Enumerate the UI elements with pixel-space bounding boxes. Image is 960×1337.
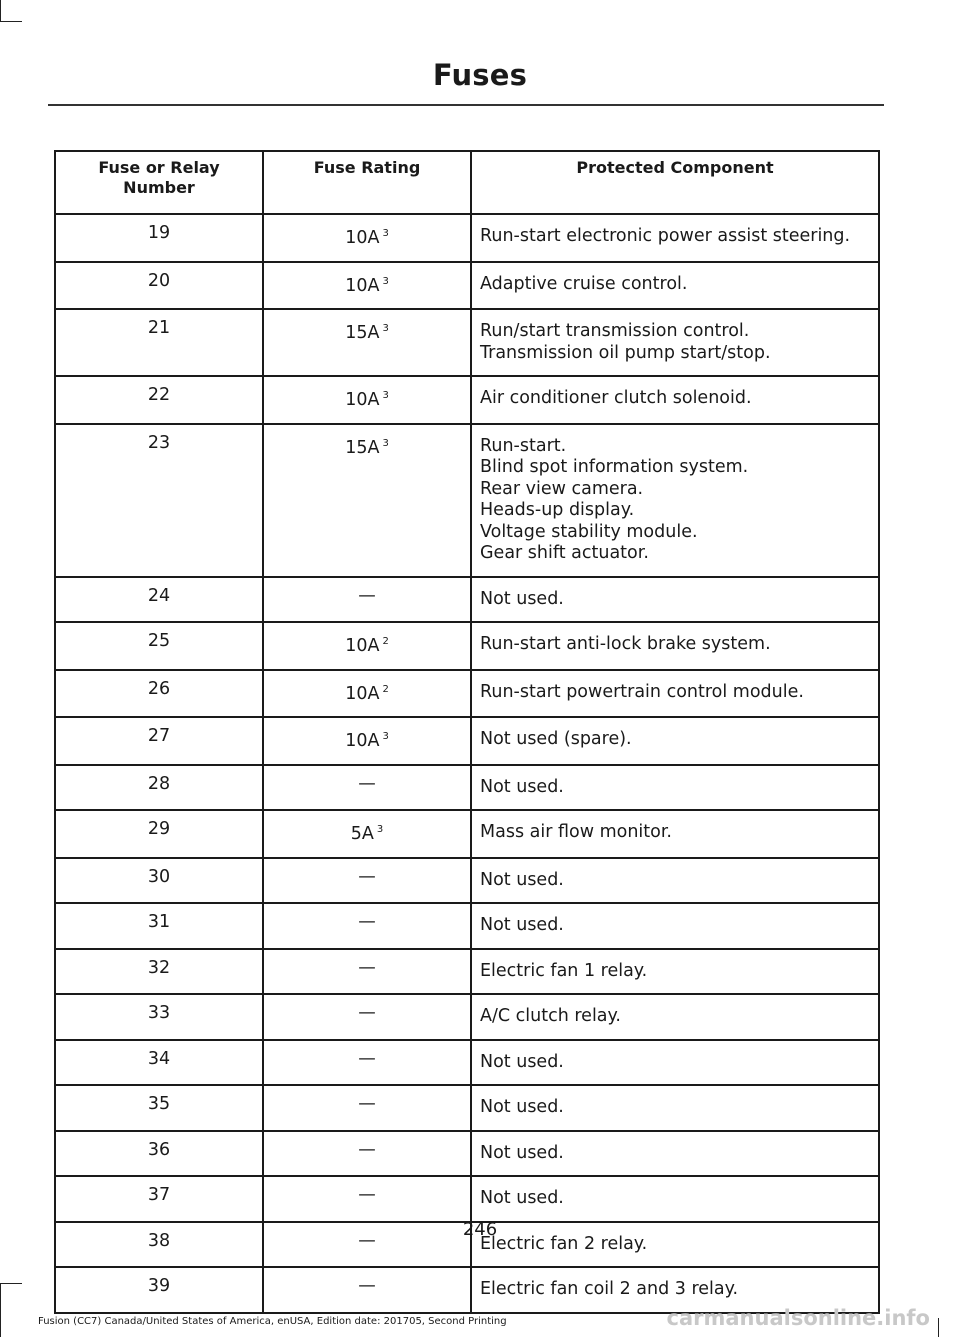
fuse-table-body [55, 214, 879, 1313]
fuse-rating-value: — [358, 1003, 376, 1023]
fuse-rating [263, 376, 471, 424]
table-row [55, 309, 879, 376]
component-line: Run-start electronic power assist steering. [480, 226, 851, 246]
component-line: Not used (spare). [480, 729, 632, 749]
fuse-rating [263, 810, 471, 858]
table-row [55, 765, 879, 811]
fuse-rating-value: — [358, 912, 376, 932]
fuse-rating [263, 903, 471, 949]
fuse-rating [263, 424, 471, 577]
component-line: Not used. [480, 915, 564, 935]
fuse-rating [263, 1085, 471, 1131]
table-row [55, 994, 879, 1040]
fuse-number: 26 [55, 670, 263, 718]
protected-component [471, 670, 879, 718]
fuse-rating [263, 670, 471, 718]
component-line: Transmission oil pump start/stop. [480, 342, 771, 363]
fuse-rating [263, 1131, 471, 1177]
component-line: A/C clutch relay. [480, 1006, 621, 1026]
page-number: 246 [462, 1219, 498, 1240]
fuse-rating-value: — [358, 585, 376, 606]
protected-component [471, 949, 879, 995]
fuse-rating-value: — [358, 866, 376, 887]
footer-edition: Fusion (CC7) Canada/United States of America, enUSA, Edition date: 201705, Second Printing [38, 1316, 507, 1327]
component-line: Not used. [480, 1142, 564, 1163]
fuse-rating [263, 1040, 471, 1086]
fuse-rating-value: 10A [345, 275, 380, 296]
protected-component [471, 309, 879, 376]
protected-component [471, 994, 879, 1040]
crop-mark [938, 1318, 939, 1337]
protected-component [471, 214, 879, 262]
table-row [55, 810, 879, 858]
component-line: Run-start anti-lock brake system. [480, 634, 771, 654]
fuse-rating-value: — [358, 957, 376, 978]
fuse-rating [263, 309, 471, 376]
table-row [55, 903, 879, 949]
table-row [55, 1085, 879, 1131]
crop-mark [0, 21, 22, 22]
component-line: Run/start transmission control. [480, 321, 750, 341]
table-row [55, 1176, 879, 1222]
fuse-rating-value: 15A [345, 323, 380, 343]
protected-component [471, 903, 879, 949]
table-row [55, 577, 879, 623]
protected-component [471, 577, 879, 623]
fuse-number: 29 [55, 810, 263, 858]
fuse-rating-value: — [358, 1276, 376, 1296]
footnote-marker: 3 [382, 323, 389, 335]
fuse-number: 31 [55, 903, 263, 949]
component-line: Electric fan 2 relay. [480, 1233, 648, 1254]
fuse-number: 28 [55, 765, 263, 811]
table-row [55, 717, 879, 765]
fuse-rating-value: — [358, 1048, 376, 1069]
crop-mark [0, 0, 1, 22]
protected-component [471, 424, 879, 577]
footnote-marker: 3 [382, 437, 389, 449]
protected-component [471, 1176, 879, 1222]
protected-component [471, 622, 879, 670]
fuse-rating [263, 214, 471, 262]
table-row [55, 424, 879, 577]
protected-component [471, 810, 879, 858]
table-row [55, 670, 879, 718]
fuse-number: 23 [55, 424, 263, 577]
watermark: carmanualsonline.info [666, 1306, 930, 1330]
fuse-rating-value: — [358, 1185, 376, 1205]
fuse-number: 34 [55, 1040, 263, 1086]
fuse-number: 21 [55, 309, 263, 376]
fuse-rating-value: 10A [345, 228, 380, 248]
fuse-number: 33 [55, 994, 263, 1040]
fuse-rating [263, 262, 471, 310]
fuse-number: 35 [55, 1085, 263, 1131]
component-line: Mass air flow monitor. [480, 822, 672, 842]
footnote-marker: 3 [382, 275, 389, 287]
protected-component [471, 376, 879, 424]
protected-component [471, 765, 879, 811]
fuse-rating-value: — [358, 773, 376, 794]
fuse-number: 37 [55, 1176, 263, 1222]
crop-mark [0, 1283, 22, 1284]
table-header-row [55, 151, 879, 214]
component-line: Electric fan 1 relay. [480, 960, 648, 981]
fuse-number: 27 [55, 717, 263, 765]
fuse-number: 19 [55, 214, 263, 262]
component-line: Run-start. [480, 435, 567, 456]
fuse-rating-value: 10A [345, 683, 380, 704]
footnote-marker: 3 [382, 390, 389, 402]
footnote-marker: 3 [376, 824, 384, 836]
component-line: Not used. [480, 1188, 564, 1208]
fuse-rating-value: — [358, 1094, 376, 1114]
fuse-number: 36 [55, 1131, 263, 1177]
crop-mark [0, 1283, 1, 1337]
protected-component [471, 1085, 879, 1131]
fuse-rating-value: 5A [350, 824, 374, 844]
protected-component [471, 1131, 879, 1177]
protected-component [471, 858, 879, 904]
table-row [55, 1040, 879, 1086]
fuse-rating [263, 949, 471, 995]
footnote-marker: 3 [382, 228, 389, 240]
fuse-rating [263, 717, 471, 765]
header-fuse-number: Fuse or Relay Number [55, 151, 263, 214]
footnote-marker: 2 [382, 683, 389, 695]
table-row [55, 949, 879, 995]
fuse-rating-value: 10A [345, 390, 380, 410]
component-line: Air conditioner clutch solenoid. [480, 388, 752, 408]
fuse-number: 25 [55, 622, 263, 670]
footnote-marker: 2 [382, 636, 389, 648]
table-row [55, 622, 879, 670]
protected-component [471, 1040, 879, 1086]
table-row [55, 1131, 879, 1177]
fuse-number: 22 [55, 376, 263, 424]
component-line: Electric fan coil 2 and 3 relay. [480, 1279, 739, 1299]
page-title: Fuses [432, 58, 528, 92]
fuse-rating-value: — [358, 1230, 376, 1251]
title-divider [48, 104, 884, 106]
fuse-rating [263, 622, 471, 670]
fuse-rating-value: 10A [345, 731, 380, 751]
fuse-rating-value: 15A [345, 437, 380, 458]
header-protected-component: Protected Component [471, 151, 879, 214]
header-fuse-rating: Fuse Rating [263, 151, 471, 214]
fuse-rating [263, 1176, 471, 1222]
fuse-rating [263, 858, 471, 904]
fuse-rating [263, 994, 471, 1040]
component-line: Run-start powertrain control module. [480, 681, 804, 702]
table-row [55, 858, 879, 904]
fuse-number: 39 [55, 1267, 263, 1313]
component-line: Not used. [480, 1051, 564, 1072]
footnote-marker: 3 [382, 731, 389, 743]
component-line: Heads-up display. [480, 500, 635, 520]
fuse-number: 38 [55, 1222, 263, 1268]
fuse-table [54, 150, 880, 1314]
component-line: Gear shift actuator. [480, 543, 649, 563]
component-line: Blind spot information system. [480, 457, 749, 477]
fuse-number: 30 [55, 858, 263, 904]
table-row [55, 214, 879, 262]
protected-component [471, 262, 879, 310]
fuse-rating [263, 577, 471, 623]
component-line: Not used. [480, 588, 564, 609]
fuse-number: 32 [55, 949, 263, 995]
fuse-rating [263, 765, 471, 811]
table-row [55, 262, 879, 310]
protected-component [471, 717, 879, 765]
table-row [55, 376, 879, 424]
fuse-rating-value: — [358, 1139, 376, 1160]
component-line: Rear view camera. [480, 478, 644, 499]
fuse-number: 20 [55, 262, 263, 310]
component-line: Adaptive cruise control. [480, 273, 688, 294]
fuse-rating-value: 10A [345, 636, 380, 656]
component-line: Not used. [480, 1097, 564, 1117]
component-line: Voltage stability module. [480, 521, 698, 542]
component-line: Not used. [480, 869, 564, 890]
component-line: Not used. [480, 776, 564, 797]
fuse-rating [263, 1267, 471, 1313]
fuse-number: 24 [55, 577, 263, 623]
